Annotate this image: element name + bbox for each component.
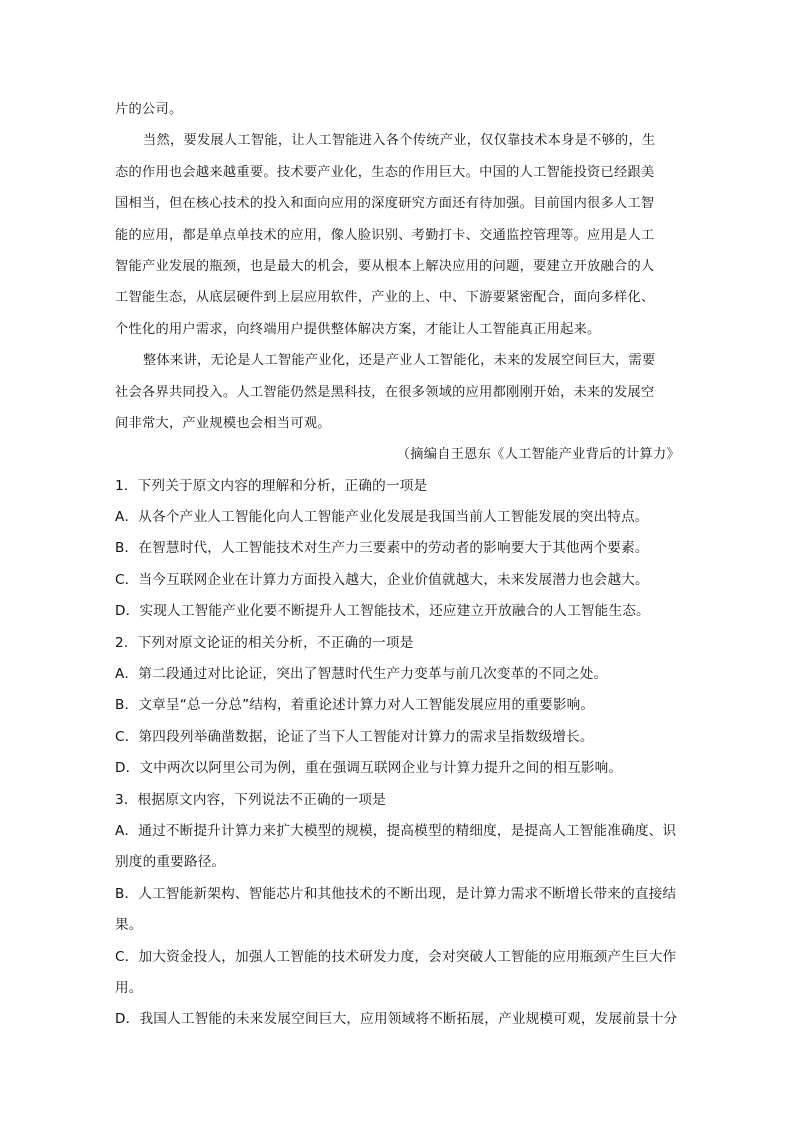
passage-line: 智能产业发展的瓶颈，也是最大的机会，要从根本上解决应用的问题，要建立开放融合的人 (115, 258, 655, 274)
option-c: C．第四段列举确凿数据，论证了当下人工智能对计算力的需求呈指数级增长。 (115, 728, 594, 745)
reading-passage (115, 94, 680, 471)
passage-line: 整体来讲，无论是人工智能产业化，还是产业人工智能化，未来的发展空间巨大，需要 (143, 353, 656, 369)
option-a: A．第二段通过对比论证，突出了智慧时代生产力变革与前几次变革的不同之处。 (115, 666, 608, 683)
question-3 (115, 785, 680, 1036)
option-a-continued: 别度的重要路径。 (115, 854, 226, 871)
passage-line: 国相当，但在核心技术的投入和面向应用的深度研究方面还有待加强。目前国内很多人工智 (115, 196, 655, 212)
question-stem: 1．下列关于原文内容的理解和分析，正确的一项是 (115, 477, 428, 494)
option-b-continued: 果。 (115, 917, 143, 934)
question-stem: 3．根据原文内容，下列说法不正确的一项是 (115, 791, 386, 808)
option-b: B．文章呈“总一分总”结构，着重论述计算力对人工智能发展应用的重要影响。 (115, 697, 595, 714)
passage-line: 当然，要发展人工智能，让人工智能进入各个传统产业，仅仅靠技术本身是不够的，生 (143, 133, 656, 149)
option-d: D．文中两次以阿里公司为例，重在强调互联网企业与计算力提升之间的相互影响。 (115, 760, 623, 777)
option-c-continued: 用。 (115, 979, 143, 996)
option-b: B．在智慧时代，人工智能技术对生产力三要素中的劳动者的影响要大于其他两个要素。 (115, 540, 649, 557)
passage-line: 能的应用，都是单点单技术的应用，像人脸识别、考勤打卡、交通监控管理等。应用是人工 (115, 227, 655, 243)
option-a: A．从各个产业人工智能化向人工智能产业化发展是我国当前人工智能发展的突出特点。 (115, 509, 649, 526)
passage-line: 态的作用也会越来越重要。技术要产业化，生态的作用巨大。中国的人工智能投资已经跟美 (115, 164, 655, 180)
document-content (115, 94, 680, 1036)
source-citation: （摘编自王恩东《人工智能产业背后的计算力》 (396, 447, 680, 463)
option-c: C．当今互联网企业在计算力方面投入越大，企业价值就越大，未来发展潜力也会越大。 (115, 571, 649, 588)
passage-line: 间非常大，产业规模也会相当可观。 (115, 415, 331, 431)
option-c: C．加大资金投人，加强人工智能的技术研发力度，会对突破人工智能的应用瓶颈产生巨大作 (115, 948, 677, 965)
option-d: D．实现人工智能产业化要不断提升人工智能技术，还应建立开放融合的人工智能生态。 (115, 603, 650, 620)
passage-line: 社会各界共同投入。人工智能仍然是黑科技，在很多领域的应用都刚刚开始，未来的发展空 (115, 384, 655, 400)
passage-line: 片的公司。 (115, 102, 183, 117)
option-d: D．我国人工智能的未来发展空间巨大，应用领域将不断拓展，产业规模可观，发展前景十分 (115, 1011, 678, 1028)
question-1 (115, 471, 680, 628)
passage-line: 个性化的用户需求，向终端用户提供整体解决方案，才能让人工智能真正用起来。 (115, 321, 601, 337)
question-stem: 2．下列对原文论证的相关分析，不正确的一项是 (115, 634, 414, 651)
question-2 (115, 628, 680, 785)
option-a: A．通过不断提升计算力来扩大模型的规模，提高模型的精细度，是提高人工智能准确度、识 (115, 822, 677, 839)
option-b: B．人工智能新架构、智能芯片和其他技术的不断出现，是计算力需求不断增长带来的直接结 (115, 885, 677, 902)
passage-line: 工智能生态，从底层硬件到上层应用软件，产业的上、中、下游要紧密配合，面向多样化、 (115, 290, 655, 306)
